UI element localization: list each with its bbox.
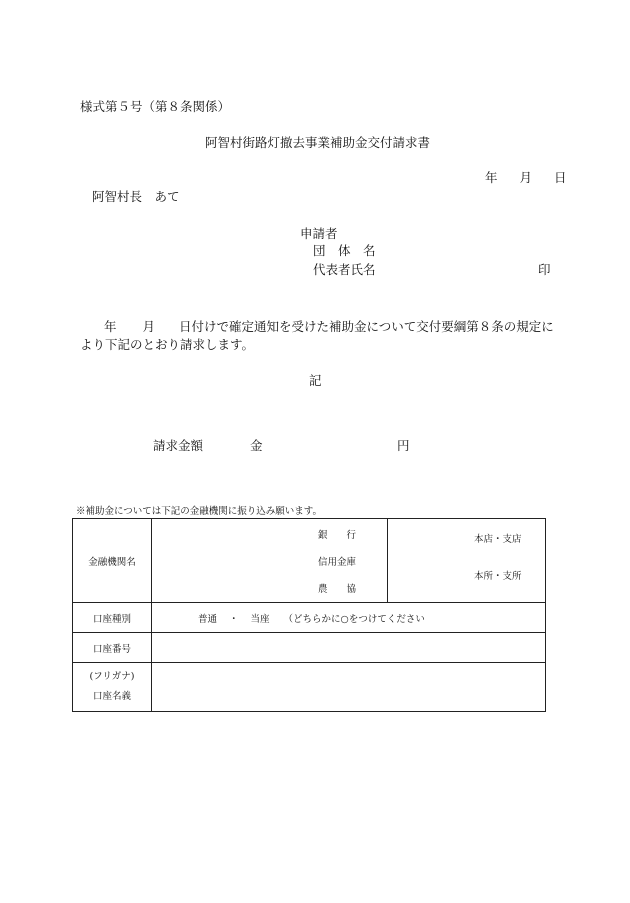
account-type-cell[interactable] bbox=[152, 603, 546, 633]
branch-cell[interactable] bbox=[388, 519, 546, 603]
furigana-label: (フリガナ) bbox=[89, 671, 135, 682]
body-line-1 bbox=[104, 317, 554, 335]
amount-yen: 円 bbox=[397, 438, 410, 453]
account-number-label: 口座番号 bbox=[73, 633, 152, 663]
type-instruction: （どちらかに○をつけてください bbox=[283, 613, 425, 625]
date-month: 月 bbox=[519, 170, 532, 185]
account-name-cell[interactable] bbox=[152, 663, 546, 712]
institution-name-cell[interactable] bbox=[152, 519, 388, 603]
account-number-cell[interactable] bbox=[152, 633, 546, 663]
ki-heading: 記 bbox=[309, 373, 322, 388]
amount-label: 請求金額 bbox=[153, 438, 204, 453]
type-separator: ・ bbox=[229, 613, 239, 625]
account-type-row bbox=[73, 603, 546, 633]
bank-account-table bbox=[72, 518, 546, 712]
date-year: 年 bbox=[485, 170, 498, 185]
representative-label: 代表者氏名 bbox=[313, 262, 376, 277]
branch-option-1: 本店・支店 bbox=[474, 534, 522, 545]
type-ordinary[interactable]: 普通 bbox=[198, 613, 218, 625]
body-text: 日付けで確定通知を受けた補助金について交付要綱第８条の規定に bbox=[179, 319, 554, 334]
body-month: 月 bbox=[142, 319, 156, 334]
institution-label: 金融機関名 bbox=[73, 519, 152, 603]
branch-option-2: 本所・支所 bbox=[474, 571, 522, 582]
type-bank: 銀 行 bbox=[318, 530, 357, 541]
type-current[interactable]: 当座 bbox=[250, 613, 270, 625]
date-line bbox=[485, 168, 566, 186]
applicant-heading: 申請者 bbox=[300, 226, 338, 241]
account-name-row bbox=[73, 663, 546, 712]
amount-kin: 金 bbox=[250, 438, 263, 453]
org-name-label: 団 体 名 bbox=[313, 243, 376, 258]
type-shinkin: 信用金庫 bbox=[318, 557, 357, 568]
bank-note: ※補助金については下記の金融機関に振り込み願います。 bbox=[76, 506, 323, 517]
institution-row bbox=[73, 519, 546, 603]
seal-mark: 印 bbox=[538, 262, 551, 277]
account-name-label: 口座名義 bbox=[92, 691, 131, 702]
body-year: 年 bbox=[104, 319, 117, 334]
account-name-label-cell bbox=[73, 663, 152, 712]
page-title: 阿智村街路灯撤去事業補助金交付請求書 bbox=[205, 135, 431, 150]
date-day: 日 bbox=[553, 170, 567, 185]
addressee: 阿智村長 あて bbox=[92, 189, 180, 204]
account-number-row bbox=[73, 633, 546, 663]
form-number: 様式第５号（第８条関係） bbox=[80, 99, 231, 114]
body-line-2: より下記のとおり請求します。 bbox=[80, 337, 255, 352]
type-nokyo: 農 協 bbox=[318, 584, 357, 595]
account-type-label: 口座種別 bbox=[73, 603, 152, 633]
